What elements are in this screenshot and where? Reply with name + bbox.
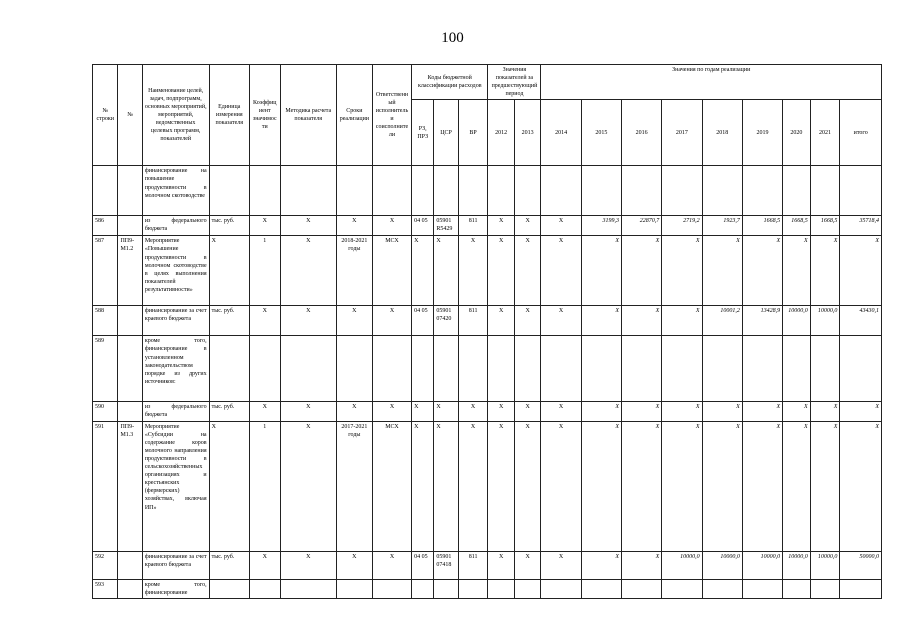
coef-cell <box>249 336 280 402</box>
method-cell: X <box>280 402 336 421</box>
header-row-no: № строки <box>93 65 118 166</box>
value-2020 <box>783 579 811 598</box>
value-total <box>840 336 882 402</box>
value-2013: X <box>514 236 541 306</box>
row-number: 592 <box>93 551 118 579</box>
row-number: 591 <box>93 421 118 551</box>
header-kbk: Коды бюджетной классификации расходов <box>412 65 488 100</box>
item-code: ПП9-М1.3 <box>118 421 142 551</box>
vr-cell: 811 <box>458 551 488 579</box>
method-cell <box>280 166 336 216</box>
method-cell <box>280 336 336 402</box>
value-2019: 13428,9 <box>742 306 782 336</box>
rz-cell: X <box>412 402 434 421</box>
terms-cell <box>336 166 372 216</box>
item-code <box>118 336 142 402</box>
value-2020 <box>783 336 811 402</box>
header-coef: Коэффициент значимости <box>249 65 280 166</box>
value-2016: X <box>622 551 662 579</box>
header-2021: 2021 <box>810 100 840 166</box>
value-2013 <box>514 579 541 598</box>
value-2018 <box>702 166 742 216</box>
csr-cell: X <box>434 236 458 306</box>
value-2015 <box>581 166 621 216</box>
value-2021: 1668,5 <box>810 216 840 236</box>
rz-cell: 04 05 <box>412 216 434 236</box>
vr-cell <box>458 336 488 402</box>
unit-cell: X <box>209 421 249 551</box>
page-number: 100 <box>441 30 464 46</box>
unit-cell <box>209 166 249 216</box>
value-2013: X <box>514 421 541 551</box>
vr-cell: 811 <box>458 306 488 336</box>
value-total: 50000,0 <box>840 551 882 579</box>
value-2018 <box>702 336 742 402</box>
item-code <box>118 579 142 598</box>
header-2020: 2020 <box>783 100 811 166</box>
value-2012 <box>488 336 515 402</box>
value-2019: 1668,5 <box>742 216 782 236</box>
vr-cell <box>458 579 488 598</box>
value-2019 <box>742 336 782 402</box>
value-2014: X <box>541 402 581 421</box>
vr-cell <box>458 166 488 216</box>
value-2015: X <box>581 402 621 421</box>
csr-cell: X <box>434 402 458 421</box>
resp-cell <box>372 336 411 402</box>
item-name: финансирование за счет краевого бюджета <box>142 306 209 336</box>
value-2017: X <box>662 421 702 551</box>
table-header <box>93 65 882 166</box>
coef-cell: X <box>249 402 280 421</box>
value-total: X <box>840 402 882 421</box>
resp-cell <box>372 579 411 598</box>
header-method: Методика расчета показателя <box>280 65 336 166</box>
value-2015: X <box>581 306 621 336</box>
value-2019: X <box>742 421 782 551</box>
header-years-group: Значения по годам реализации <box>541 65 882 100</box>
header-resp: Ответственный исполнитель и соисполнители <box>372 65 411 166</box>
header-csr: ЦСР <box>434 100 458 166</box>
table-row <box>93 166 882 216</box>
rz-cell <box>412 579 434 598</box>
value-2015: X <box>581 421 621 551</box>
rz-cell: 04 05 <box>412 306 434 336</box>
value-2017 <box>662 579 702 598</box>
item-code: ПП9-М1.2 <box>118 236 142 306</box>
resp-cell <box>372 166 411 216</box>
terms-cell <box>336 579 372 598</box>
csr-cell <box>434 166 458 216</box>
unit-cell <box>209 336 249 402</box>
value-2020: 1668,5 <box>783 216 811 236</box>
unit-cell: X <box>209 236 249 306</box>
item-code <box>118 551 142 579</box>
method-cell: X <box>280 551 336 579</box>
value-2017 <box>662 166 702 216</box>
method-cell: X <box>280 216 336 236</box>
value-2015 <box>581 579 621 598</box>
value-total: 35718,4 <box>840 216 882 236</box>
value-2018: 10001,2 <box>702 306 742 336</box>
table-row <box>93 306 882 336</box>
value-2016: 22870,7 <box>622 216 662 236</box>
csr-cell <box>434 336 458 402</box>
value-2021: 10000,0 <box>810 306 840 336</box>
row-number: 593 <box>93 579 118 598</box>
value-2014: X <box>541 421 581 551</box>
item-name: кроме того, финансирование <box>142 579 209 598</box>
resp-cell: X <box>372 216 411 236</box>
value-2020: 10000,0 <box>783 306 811 336</box>
value-2014 <box>541 166 581 216</box>
item-name: финансирование на повышение продуктивности в молочном скотоводстве <box>142 166 209 216</box>
value-total: 43430,1 <box>840 306 882 336</box>
value-2021: X <box>810 236 840 306</box>
value-2020: X <box>783 421 811 551</box>
value-2020: X <box>783 402 811 421</box>
value-2013 <box>514 336 541 402</box>
value-2018 <box>702 579 742 598</box>
value-2013 <box>514 166 541 216</box>
value-total: X <box>840 236 882 306</box>
value-2018: 1923,7 <box>702 216 742 236</box>
row-number <box>93 166 118 216</box>
value-2016: X <box>622 306 662 336</box>
coef-cell: X <box>249 551 280 579</box>
table-row <box>93 421 882 551</box>
rz-cell: X <box>412 421 434 551</box>
resp-cell: X <box>372 306 411 336</box>
value-2013: X <box>514 551 541 579</box>
unit-cell: тыс. руб. <box>209 216 249 236</box>
value-2016 <box>622 579 662 598</box>
value-2016: X <box>622 236 662 306</box>
terms-cell: 2018-2021 годы <box>336 236 372 306</box>
unit-cell <box>209 579 249 598</box>
value-2017: X <box>662 402 702 421</box>
header-2017: 2017 <box>662 100 702 166</box>
rz-cell: X <box>412 236 434 306</box>
value-total: X <box>840 421 882 551</box>
item-code <box>118 306 142 336</box>
csr-cell <box>434 579 458 598</box>
value-2013: X <box>514 402 541 421</box>
csr-cell: X <box>434 421 458 551</box>
value-2017: X <box>662 236 702 306</box>
resp-cell: МСХ <box>372 421 411 551</box>
value-2018: X <box>702 236 742 306</box>
method-cell: X <box>280 421 336 551</box>
item-code <box>118 166 142 216</box>
vr-cell: 811 <box>458 216 488 236</box>
resp-cell: X <box>372 551 411 579</box>
method-cell: X <box>280 306 336 336</box>
header-name: Наименование целей, задач, подпрограмм, основных мероприятий, мероприятий, ведомственных целевых программ, показателей <box>142 65 209 166</box>
value-2017: 10000,0 <box>662 551 702 579</box>
value-2015: X <box>581 236 621 306</box>
rz-cell <box>412 336 434 402</box>
value-2020: 10000,0 <box>783 551 811 579</box>
value-2012: X <box>488 236 515 306</box>
row-number: 589 <box>93 336 118 402</box>
value-2016 <box>622 166 662 216</box>
terms-cell: X <box>336 402 372 421</box>
rz-cell: 04 05 <box>412 551 434 579</box>
coef-cell <box>249 579 280 598</box>
header-rz: РЗ, ПРЗ <box>412 100 434 166</box>
item-name: кроме того, финансирование в установленном законодательством порядке из других источников: <box>142 336 209 402</box>
table-row <box>93 551 882 579</box>
table-row <box>93 336 882 402</box>
header-2013: 2013 <box>514 100 541 166</box>
resp-cell: МСХ <box>372 236 411 306</box>
value-2019: 10000,0 <box>742 551 782 579</box>
header-2019: 2019 <box>742 100 782 166</box>
coef-cell: 1 <box>249 421 280 551</box>
header-2014: 2014 <box>541 100 581 166</box>
value-2015 <box>581 336 621 402</box>
terms-cell: X <box>336 216 372 236</box>
terms-cell: 2017-2021 годы <box>336 421 372 551</box>
coef-cell: 1 <box>249 236 280 306</box>
item-code <box>118 402 142 421</box>
value-2018: X <box>702 421 742 551</box>
program-table <box>92 64 882 599</box>
value-2019 <box>742 166 782 216</box>
vr-cell: X <box>458 402 488 421</box>
value-total <box>840 166 882 216</box>
value-2012: X <box>488 216 515 236</box>
value-2018: 10000,0 <box>702 551 742 579</box>
value-2021: X <box>810 421 840 551</box>
value-2020 <box>783 166 811 216</box>
header-total: итого <box>840 100 882 166</box>
value-2013: X <box>514 306 541 336</box>
value-2021 <box>810 336 840 402</box>
value-2016: X <box>622 402 662 421</box>
vr-cell: X <box>458 421 488 551</box>
resp-cell: X <box>372 402 411 421</box>
value-2019: X <box>742 402 782 421</box>
header-vr: ВР <box>458 100 488 166</box>
coef-cell <box>249 166 280 216</box>
value-2020: X <box>783 236 811 306</box>
value-2014: X <box>541 236 581 306</box>
row-number: 590 <box>93 402 118 421</box>
value-2016: X <box>622 421 662 551</box>
value-2015: 3199,3 <box>581 216 621 236</box>
coef-cell: X <box>249 216 280 236</box>
item-name: Мероприятие «Повышение продуктивности в молочном скотоводстве в целях выполнения показателей результативности» <box>142 236 209 306</box>
rz-cell <box>412 166 434 216</box>
item-name: финансирование за счет краевого бюджета <box>142 551 209 579</box>
value-2021: 10000,0 <box>810 551 840 579</box>
header-unit: Единица измерения показателя <box>209 65 249 166</box>
table-row <box>93 216 882 236</box>
value-2014: X <box>541 306 581 336</box>
value-2017: X <box>662 306 702 336</box>
value-2021 <box>810 579 840 598</box>
unit-cell: тыс. руб. <box>209 306 249 336</box>
value-2016 <box>622 336 662 402</box>
row-number: 588 <box>93 306 118 336</box>
terms-cell: X <box>336 551 372 579</box>
value-2019: X <box>742 236 782 306</box>
item-name: из федерального бюджета <box>142 216 209 236</box>
method-cell: X <box>280 236 336 306</box>
unit-cell: тыс. руб. <box>209 551 249 579</box>
method-cell <box>280 579 336 598</box>
terms-cell: X <box>336 306 372 336</box>
unit-cell: тыс. руб. <box>209 402 249 421</box>
header-2018: 2018 <box>702 100 742 166</box>
value-2012: X <box>488 421 515 551</box>
value-2012: X <box>488 551 515 579</box>
value-2014 <box>541 336 581 402</box>
table-row <box>93 236 882 306</box>
table-row <box>93 402 882 421</box>
value-2012 <box>488 166 515 216</box>
csr-cell: 05901 R5429 <box>434 216 458 236</box>
terms-cell <box>336 336 372 402</box>
table-body <box>93 166 882 598</box>
row-number: 586 <box>93 216 118 236</box>
value-2012: X <box>488 306 515 336</box>
value-2017: 2719,2 <box>662 216 702 236</box>
value-2013: X <box>514 216 541 236</box>
vr-cell: X <box>458 236 488 306</box>
header-terms: Сроки реализации <box>336 65 372 166</box>
value-2014: X <box>541 216 581 236</box>
value-2018: X <box>702 402 742 421</box>
item-name: из федерального бюджета <box>142 402 209 421</box>
header-no: № <box>118 65 142 166</box>
item-name: Мероприятие «Субсидии на содержание коров молочного направления продуктивности в сельскохозяйственных организациях и крестьянских (фермерских) хозяйствах, включая ИП» <box>142 421 209 551</box>
header-prev: Значения показателей за предшествующий период <box>488 65 541 100</box>
coef-cell: X <box>249 306 280 336</box>
item-code <box>118 216 142 236</box>
value-2021 <box>810 166 840 216</box>
value-total <box>840 579 882 598</box>
value-2012 <box>488 579 515 598</box>
header-2016: 2016 <box>622 100 662 166</box>
value-2012: X <box>488 402 515 421</box>
value-2017 <box>662 336 702 402</box>
value-2014: X <box>541 551 581 579</box>
value-2019 <box>742 579 782 598</box>
csr-cell: 05901 07418 <box>434 551 458 579</box>
table-row <box>93 579 882 598</box>
row-number: 587 <box>93 236 118 306</box>
header-2015: 2015 <box>581 100 621 166</box>
header-2012: 2012 <box>488 100 515 166</box>
value-2015: X <box>581 551 621 579</box>
value-2014 <box>541 579 581 598</box>
value-2021: X <box>810 402 840 421</box>
csr-cell: 05901 07420 <box>434 306 458 336</box>
